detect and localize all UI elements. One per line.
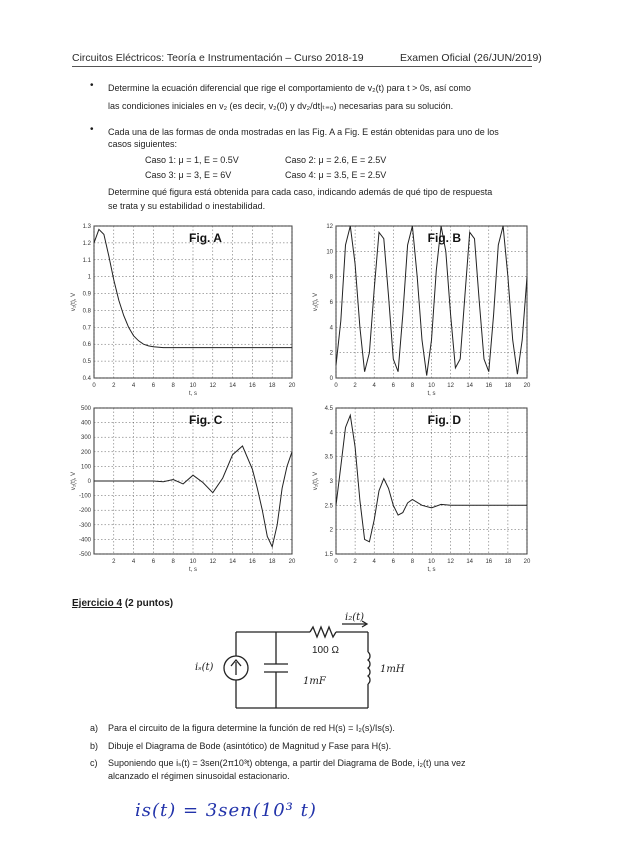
question-c-line1: Suponiendo que iₛ(t) = 3sen(2π10³t) obtenga, a partir del Diagrama de Bode, i₂(t) una vez (108, 758, 466, 768)
x-axis-label: t, s (427, 391, 436, 396)
chart-title: Fig. B (427, 231, 462, 245)
x-tick-label: 10 (189, 383, 197, 389)
y-axis-label: v₂(t), V (71, 471, 77, 491)
x-tick-label: 6 (151, 383, 156, 389)
case-2: Caso 2: μ = 2.6, E = 2.5V (285, 155, 387, 165)
x-tick-label: 0 (92, 383, 96, 389)
figure-d (310, 402, 535, 572)
x-tick-label: 10 (428, 559, 435, 565)
bullet2-line3: Determine qué figura está obtenida para cada caso, indicando además de qué tipo de respuesta (108, 187, 493, 197)
y-tick-label: 8 (329, 274, 333, 281)
x-tick-label: 18 (268, 559, 276, 565)
x-tick-label: 16 (485, 559, 493, 565)
y-tick-label: 0.4 (82, 376, 91, 382)
x-tick-label: 12 (209, 383, 217, 389)
chart-title: Fig. C (189, 413, 223, 427)
bullet2-line4: se trata y su estabilidad o inestabilidad. (108, 201, 266, 211)
x-tick-label: 16 (485, 383, 493, 389)
bullet-dot: • (90, 124, 94, 135)
y-tick-label: 0.9 (82, 291, 91, 298)
y-tick-label: -500 (78, 552, 91, 558)
y-tick-label: 200 (80, 449, 91, 456)
x-tick-label: 12 (447, 383, 454, 389)
header-rule (72, 66, 532, 67)
y-tick-label: -400 (78, 537, 91, 544)
x-tick-label: 16 (249, 559, 256, 565)
figure-a (68, 220, 300, 396)
question-b: Dibuje el Diagrama de Bode (asintótico) de Magnitud y Fase para H(s). (108, 741, 392, 751)
y-tick-label: 1.2 (82, 240, 91, 247)
i2-label: i₂(t) (345, 612, 365, 623)
y-tick-label: 4 (329, 430, 333, 437)
x-tick-label: 18 (268, 383, 276, 389)
figure-b-plot (310, 220, 535, 396)
chart-title: Fig. D (427, 413, 462, 427)
x-tick-label: 0 (334, 383, 338, 389)
x-tick-label: 14 (229, 383, 236, 389)
bullet1-line1: Determine la ecuación diferencial que rige el comportamiento de v₂(t) para t > 0s, así como (108, 83, 471, 93)
y-axis-label: v₂(t), V (313, 471, 319, 491)
exercise-title: Ejercicio 4 (72, 598, 123, 609)
y-tick-label: 100 (80, 464, 91, 471)
figure-c (68, 402, 300, 572)
question-a: Para el circuito de la figura determine la función de red H(s) = I₂(s)/Is(s). (108, 723, 395, 733)
chart-title: Fig. A (189, 231, 222, 245)
y-tick-label: 4.5 (324, 406, 333, 412)
y-tick-label: 2.5 (324, 503, 333, 510)
y-axis-label: v₂(t), V (313, 292, 319, 312)
x-tick-label: 2 (112, 559, 116, 565)
x-tick-label: 8 (410, 559, 415, 565)
y-tick-label: -200 (78, 508, 91, 515)
x-tick-label: 10 (189, 559, 197, 565)
x-tick-label: 20 (523, 383, 531, 389)
figure-d-plot (310, 402, 535, 572)
x-tick-label: 4 (372, 559, 376, 565)
y-tick-label: 0.8 (82, 308, 91, 315)
x-tick-label: 12 (209, 559, 217, 565)
x-tick-label: 4 (131, 559, 136, 565)
x-tick-label: 8 (171, 383, 175, 389)
question-a-tag: a) (90, 723, 99, 733)
x-tick-label: 14 (229, 559, 236, 565)
question-b-tag: b) (90, 741, 99, 751)
y-tick-label: 6 (329, 300, 333, 306)
x-tick-label: 12 (447, 559, 454, 565)
exercise-points: (2 puntos) (124, 598, 174, 609)
bullet1-line2: las condiciones iniciales en v₂ (es decir, v₂(0) y dv₂/dt|ₜ₌₀) necesarias para su solución. (108, 101, 454, 111)
case-4: Caso 4: μ = 3.5, E = 2.5V (285, 170, 387, 180)
y-tick-label: 10 (326, 249, 333, 256)
x-tick-label: 2 (112, 383, 116, 389)
figure-c-plot (68, 402, 300, 572)
figure-a-plot (68, 220, 300, 396)
x-tick-label: 4 (372, 383, 376, 389)
case-3: Caso 3: μ = 3, E = 6V (145, 170, 232, 180)
y-tick-label: 3.5 (324, 454, 333, 461)
y-tick-label: 1.3 (82, 224, 91, 230)
x-tick-label: 18 (504, 383, 512, 389)
y-tick-label: 0 (87, 479, 91, 485)
y-tick-label: 1.5 (324, 552, 333, 558)
x-tick-label: 6 (151, 559, 156, 565)
x-axis-label: t, s (188, 391, 198, 396)
x-tick-label: 10 (428, 383, 435, 389)
y-tick-label: 500 (80, 406, 91, 412)
x-tick-label: 18 (504, 559, 512, 565)
x-tick-label: 2 (353, 559, 357, 565)
y-tick-label: 2 (329, 527, 333, 534)
inductor-label: 1mH (380, 664, 405, 675)
bullet2-line2: casos siguientes: (108, 139, 178, 149)
exercise-heading (72, 598, 173, 609)
y-tick-label: 4 (329, 325, 333, 332)
y-tick-label: 300 (80, 435, 91, 442)
y-tick-label: 0.7 (82, 325, 91, 332)
resistor-label: 100 Ω (312, 645, 339, 656)
question-c-line2: alcanzado el régimen sinusoidal estacionario. (108, 771, 290, 781)
x-tick-label: 20 (288, 383, 296, 389)
x-tick-label: 8 (410, 383, 415, 389)
x-tick-label: 16 (249, 383, 256, 389)
inductor-symbol (368, 652, 370, 684)
bullet2-line1: Cada una de las formas de onda mostradas en las Fig. A a Fig. E están obtenidas para uno de los (108, 127, 499, 137)
question-c-tag: c) (90, 758, 98, 768)
x-tick-label: 6 (391, 559, 395, 565)
x-tick-label: 4 (131, 383, 136, 389)
header-left: Circuitos Eléctricos: Teoría e Instrumentación – Curso 2018-19 (72, 52, 364, 64)
y-tick-label: 0.6 (82, 342, 91, 349)
x-tick-label: 6 (391, 383, 395, 389)
plot-frame (94, 226, 292, 378)
figure-b (310, 220, 535, 396)
x-tick-label: 14 (466, 559, 474, 565)
handwritten-note: is(t) = 3sen(10³ t) (135, 800, 317, 821)
y-tick-label: 400 (80, 420, 91, 427)
x-tick-label: 8 (171, 559, 175, 565)
y-tick-label: 0 (329, 376, 333, 382)
y-tick-label: -100 (78, 493, 91, 500)
header-right: Examen Oficial (26/JUN/2019) (400, 52, 542, 64)
x-tick-label: 20 (288, 559, 296, 565)
x-axis-label: t, s (188, 567, 198, 572)
resistor-symbol (310, 627, 336, 637)
y-tick-label: 1.1 (82, 257, 91, 264)
x-tick-label: 2 (353, 383, 357, 389)
bullet-dot: • (90, 80, 94, 91)
y-tick-label: -300 (78, 522, 91, 529)
y-tick-label: 1 (87, 274, 91, 281)
y-tick-label: 3 (329, 479, 333, 485)
y-tick-label: 0.5 (82, 359, 91, 366)
x-tick-label: 20 (523, 559, 531, 565)
y-tick-label: 2 (329, 350, 333, 357)
y-tick-label: 12 (326, 224, 333, 230)
case-1: Caso 1: μ = 1, E = 0.5V (145, 155, 239, 165)
y-axis-label: v₂(t), V (71, 292, 77, 312)
source-label: iₛ(t) (195, 662, 214, 673)
x-tick-label: 14 (466, 383, 474, 389)
capacitor-label: 1mF (303, 676, 326, 687)
x-axis-label: t, s (427, 567, 436, 572)
x-tick-label: 0 (334, 559, 338, 565)
